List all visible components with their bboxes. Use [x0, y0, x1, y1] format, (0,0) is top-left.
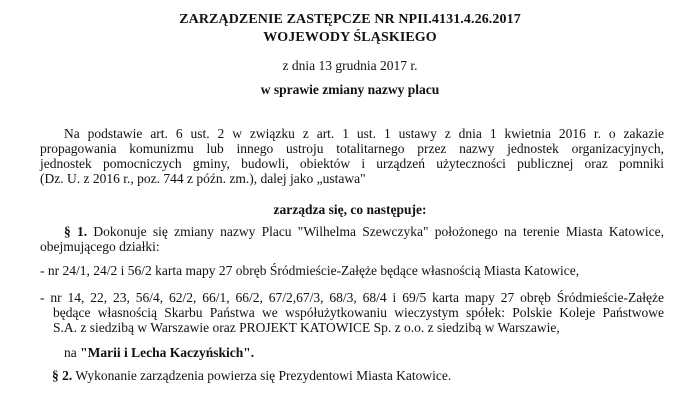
section-1-symbol: § 1.: [64, 224, 88, 239]
parcel-item-line: - nr 14, 22, 23, 56/4, 62/2, 66/1, 66/2, 67/2,67/3, 68/3, 68/4 i 69/5 karta mapy 27 obręb Śródmieście-Załęże: [40, 290, 664, 305]
document-date: z dnia 13 grudnia 2017 r.: [282, 58, 418, 73]
new-name-value: "Marii i Lecha Kaczyńskich".: [80, 345, 255, 360]
preamble-line: propagowania komunizmu lub innego ustroju totalitarnego przez nazwy jednostek organizacyjnych,: [40, 141, 664, 156]
section-2-paragraph: [52, 368, 451, 384]
preamble-line: (Dz. U. z 2016 r., poz. 744 z późn. zm.), dalej jako „ustawa": [40, 171, 366, 186]
section-1-line: obejmującego działki:: [40, 239, 160, 254]
section-2-symbol: § 2.: [52, 368, 73, 383]
parcel-item-line: S.A. z siedzibą w Warszawie oraz PROJEKT KATOWICE Sp. z o.o. z siedzibą w Warszawie,: [53, 320, 560, 335]
section-2-text: Wykonanie zarządzenia powierza się Prezydentowi Miasta Katowice.: [75, 368, 452, 383]
preamble-paragraph: [40, 126, 664, 186]
parcel-item-line: będące własnością Skarbu Państwa we współużytkowaniu wieczystym spółek: Polskie Koleje Państwowe: [53, 305, 664, 320]
preamble-line: Na podstawie art. 6 ust. 2 w związku z art. 1 ust. 1 ustawy z dnia 1 kwietnia 2016 r. o zakazie: [64, 126, 664, 141]
preamble-line: jednostek pomocniczych gminy, budowli, obiektów i urządzeń użyteczności publicznej oraz pomniki: [40, 156, 664, 171]
document-subject: w sprawie zmiany nazwy placu: [260, 82, 440, 97]
new-name-line: [64, 345, 254, 361]
parcel-list-item: [40, 263, 664, 278]
new-name-prefix: na: [64, 345, 77, 360]
document-title-line2: WOJEWODY ŚLĄSKIEGO: [263, 30, 437, 45]
section-1-line: [40, 224, 664, 239]
parcel-list-item: [40, 290, 664, 335]
document-title-line1: ZARZĄDZENIE ZASTĘPCZE NR NPII.4131.4.26.2017: [179, 12, 521, 27]
section-1-paragraph: [40, 224, 664, 254]
section-1-text: Dokonuje się zmiany nazwy Placu "Wilhelma Szewczyka" położonego na terenie Miasta Katowice,: [93, 224, 665, 239]
decree-heading: zarządza się, co następuje:: [273, 202, 427, 217]
parcel-item-line: - nr 24/1, 24/2 i 56/2 karta mapy 27 obręb Śródmieście-Załęże będące własnością Miasta Katowice,: [40, 263, 580, 278]
